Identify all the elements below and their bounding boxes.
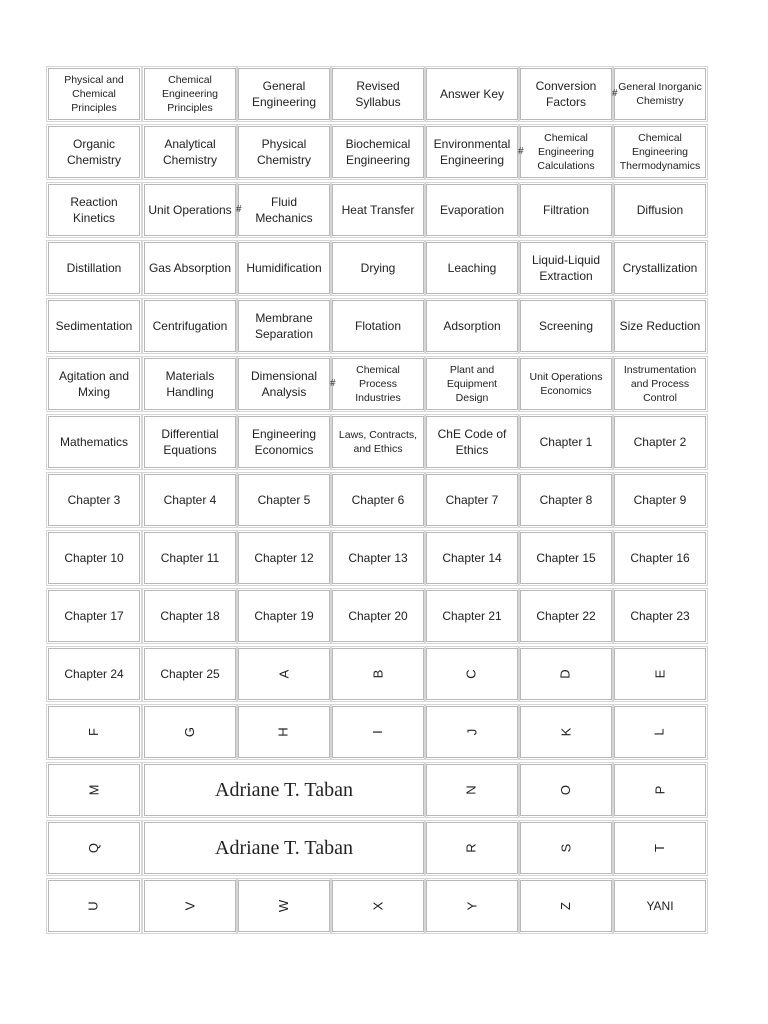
- label-text: N: [463, 785, 479, 795]
- label-text: Chemical Engineering Thermodynamics: [619, 132, 701, 172]
- name-label: [144, 764, 424, 816]
- label-row: [48, 648, 706, 700]
- label-text: Adsorption: [443, 319, 501, 333]
- subject-label: [614, 532, 706, 584]
- label-text: E: [651, 669, 667, 679]
- letter-label: [332, 648, 424, 700]
- label-row: [48, 184, 706, 236]
- subject-label: [614, 68, 706, 120]
- label-text: Answer Key: [439, 87, 505, 101]
- label-text: Physical and Chemical Principles: [64, 74, 124, 114]
- label-row: [48, 358, 706, 410]
- label-text: YANI: [646, 899, 674, 913]
- subject-label: [238, 590, 330, 642]
- label-text: X: [369, 901, 385, 911]
- label-text: Screening: [538, 319, 594, 333]
- subject-label: [48, 126, 140, 178]
- label-text: F: [85, 728, 101, 736]
- hash-mark: #: [236, 204, 242, 215]
- subject-label: [426, 358, 518, 410]
- subject-label: [614, 242, 706, 294]
- subject-label: [48, 242, 140, 294]
- subject-label: [520, 590, 612, 642]
- label-row: [48, 590, 706, 642]
- label-row: [48, 880, 706, 932]
- label-text: Dimensional Analysis: [250, 369, 318, 399]
- subject-label: [238, 416, 330, 468]
- label-text: Unit Operations Economics: [529, 371, 603, 397]
- subject-label: [520, 242, 612, 294]
- subject-label: [144, 532, 236, 584]
- letter-label: [238, 706, 330, 758]
- label-text: R: [463, 843, 479, 853]
- label-text: Mathematics: [59, 435, 129, 449]
- subject-label: [332, 242, 424, 294]
- letter-label: [426, 764, 518, 816]
- label-row: [48, 764, 706, 816]
- label-text: Drying: [360, 261, 396, 275]
- label-text: Crystallization: [622, 261, 698, 275]
- subject-label: [426, 416, 518, 468]
- subject-label: [426, 242, 518, 294]
- hash-mark: #: [518, 146, 524, 157]
- subject-label: [332, 532, 424, 584]
- label-text: Chemical Engineering Calculations: [537, 132, 595, 172]
- subject-label: [238, 126, 330, 178]
- subject-label: [614, 590, 706, 642]
- label-text: Chapter 4: [163, 493, 217, 507]
- label-text: D: [557, 669, 573, 679]
- subject-label: [614, 126, 706, 178]
- subject-label: [332, 184, 424, 236]
- label-text: Size Reduction: [619, 319, 701, 333]
- label-text: Chapter 11: [160, 551, 220, 565]
- label-text: General Inorganic Chemistry: [618, 81, 702, 107]
- label-text: Humidification: [246, 261, 322, 275]
- label-text: Chapter 14: [442, 551, 502, 565]
- label-text: Chapter 21: [442, 609, 502, 623]
- subject-label: [614, 474, 706, 526]
- label-text: W: [276, 899, 291, 913]
- label-text: Chapter 20: [348, 609, 408, 623]
- subject-label: [144, 358, 236, 410]
- subject-label: [144, 590, 236, 642]
- label-text: Distillation: [66, 261, 122, 275]
- label-text: Chapter 16: [630, 551, 690, 565]
- label-text: Z: [557, 902, 573, 910]
- label-text: Sedimentation: [55, 319, 133, 333]
- label-row: [48, 822, 706, 874]
- label-text: Adriane T. Taban: [215, 779, 353, 801]
- letter-label: [48, 764, 140, 816]
- label-sheet: [48, 68, 706, 938]
- label-text: L: [651, 728, 667, 736]
- label-text: Chapter 15: [536, 551, 596, 565]
- label-text: Chapter 9: [633, 493, 687, 507]
- label-text: Diffusion: [636, 203, 684, 217]
- subject-label: [426, 474, 518, 526]
- label-text: Organic Chemistry: [66, 137, 121, 167]
- letter-label: [520, 880, 612, 932]
- subject-label: [238, 532, 330, 584]
- label-text: Chapter 25: [160, 667, 220, 681]
- label-text: Membrane Separation: [254, 311, 314, 341]
- subject-label: [426, 300, 518, 352]
- letter-label: [520, 706, 612, 758]
- label-text: General Engineering: [251, 79, 317, 109]
- label-text: Filtration: [542, 203, 589, 217]
- subject-label: [332, 300, 424, 352]
- subject-label: [48, 416, 140, 468]
- label-text: Laws, Contracts, and Ethics: [338, 429, 418, 455]
- label-text: Q: [86, 842, 101, 854]
- label-row: [48, 68, 706, 120]
- label-text: V: [181, 901, 197, 911]
- hash-mark: #: [612, 88, 618, 99]
- subject-label: [520, 532, 612, 584]
- label-text: Instrumentation and Process Control: [623, 364, 697, 404]
- subject-label: [48, 184, 140, 236]
- subject-label: [520, 68, 612, 120]
- label-text: Reaction Kinetics: [70, 195, 118, 225]
- label-text: Analytical Chemistry: [162, 137, 217, 167]
- subject-label: [426, 184, 518, 236]
- label-text: Chapter 12: [254, 551, 314, 565]
- label-text: Chemical Engineering Principles: [161, 74, 219, 114]
- label-row: [48, 474, 706, 526]
- subject-label: [332, 474, 424, 526]
- subject-label: [614, 416, 706, 468]
- label-text: Chapter 1: [539, 435, 593, 449]
- label-text: Chapter 13: [348, 551, 408, 565]
- label-text: O: [558, 784, 573, 796]
- label-text: Adriane T. Taban: [215, 837, 353, 859]
- label-text: M: [86, 784, 101, 796]
- subject-label: [614, 358, 706, 410]
- letter-label: [426, 706, 518, 758]
- label-text: Gas Absorption: [148, 261, 232, 275]
- letter-label: [48, 822, 140, 874]
- label-text: P: [651, 785, 667, 795]
- label-text: Physical Chemistry: [256, 137, 311, 167]
- label-text: G: [182, 726, 197, 738]
- letter-label: [238, 880, 330, 932]
- label-text: Unit Operations: [148, 203, 232, 217]
- label-text: I: [370, 730, 385, 734]
- label-text: Leaching: [447, 261, 497, 275]
- subject-label: [238, 242, 330, 294]
- subject-label: [426, 126, 518, 178]
- label-text: ChE Code of Ethics: [437, 427, 507, 457]
- subject-label: [520, 416, 612, 468]
- label-row: [48, 242, 706, 294]
- label-text: Chapter 8: [539, 493, 593, 507]
- subject-label: [238, 68, 330, 120]
- subject-label: [48, 300, 140, 352]
- letter-label: [614, 764, 706, 816]
- label-text: Chapter 5: [257, 493, 311, 507]
- label-text: Environmental Engineering: [433, 137, 511, 167]
- label-text: Chemical Process Industries: [355, 364, 401, 404]
- subject-label: [48, 68, 140, 120]
- subject-label: [144, 184, 236, 236]
- label-text: U: [85, 901, 101, 911]
- label-text: T: [651, 844, 667, 852]
- letter-label: [332, 706, 424, 758]
- label-row: [48, 300, 706, 352]
- label-text: Flotation: [354, 319, 402, 333]
- label-text: Conversion Factors: [535, 79, 597, 109]
- subject-label: [238, 358, 330, 410]
- label-text: A: [275, 669, 291, 679]
- label-text: Evaporation: [439, 203, 505, 217]
- label-text: Agitation and Mxing: [58, 369, 130, 399]
- subject-label: [144, 416, 236, 468]
- subject-label: [520, 358, 612, 410]
- subject-label: [332, 590, 424, 642]
- label-text: B: [369, 669, 385, 679]
- label-text: Biochemical Engineering: [345, 137, 411, 167]
- label-text: J: [464, 728, 479, 736]
- label-text: Chapter 24: [64, 667, 124, 681]
- label-text: Fluid Mechanics: [255, 195, 313, 225]
- label-row: [48, 532, 706, 584]
- label-row: [48, 706, 706, 758]
- subject-label: [238, 300, 330, 352]
- subject-label: [426, 590, 518, 642]
- label-text: Differential Equations: [161, 427, 219, 457]
- label-text: Y: [463, 901, 479, 911]
- label-text: H: [275, 727, 291, 737]
- label-row: [48, 126, 706, 178]
- subject-label: [520, 126, 612, 178]
- subject-label: [332, 126, 424, 178]
- label-text: Centrifugation: [152, 319, 228, 333]
- label-text: Chapter 18: [160, 609, 220, 623]
- letter-label: [614, 822, 706, 874]
- label-text: Chapter 2: [633, 435, 687, 449]
- label-text: C: [463, 669, 479, 679]
- subject-label: [48, 590, 140, 642]
- subject-label: [614, 184, 706, 236]
- label-row: [48, 416, 706, 468]
- subject-label: [426, 68, 518, 120]
- label-text: Liquid-Liquid Extraction: [531, 253, 601, 283]
- letter-label: [144, 706, 236, 758]
- subject-label: [614, 880, 706, 932]
- subject-label: [144, 300, 236, 352]
- subject-label: [520, 300, 612, 352]
- subject-label: [332, 416, 424, 468]
- label-text: Chapter 19: [254, 609, 314, 623]
- letter-label: [520, 648, 612, 700]
- subject-label: [144, 474, 236, 526]
- subject-label: [48, 648, 140, 700]
- subject-label: [332, 68, 424, 120]
- letter-label: [520, 764, 612, 816]
- label-text: Heat Transfer: [341, 203, 415, 217]
- letter-label: [614, 706, 706, 758]
- subject-label: [48, 474, 140, 526]
- label-text: Chapter 7: [445, 493, 499, 507]
- letter-label: [426, 880, 518, 932]
- letter-label: [238, 648, 330, 700]
- label-text: Revised Syllabus: [355, 79, 401, 109]
- subject-label: [238, 474, 330, 526]
- subject-label: [144, 242, 236, 294]
- label-text: Chapter 3: [67, 493, 121, 507]
- letter-label: [426, 648, 518, 700]
- label-text: Chapter 17: [64, 609, 124, 623]
- label-text: K: [557, 727, 573, 737]
- label-text: Chapter 10: [64, 551, 124, 565]
- label-text: Plant and Equipment Design: [446, 364, 498, 404]
- subject-label: [426, 532, 518, 584]
- label-text: S: [557, 843, 573, 853]
- name-label: [144, 822, 424, 874]
- label-text: Engineering Economics: [251, 427, 317, 457]
- label-text: Chapter 23: [630, 609, 690, 623]
- letter-label: [614, 648, 706, 700]
- letter-label: [48, 706, 140, 758]
- letter-label: [48, 880, 140, 932]
- subject-label: [520, 184, 612, 236]
- subject-label: [144, 68, 236, 120]
- label-text: Materials Handling: [165, 369, 215, 399]
- letter-label: [520, 822, 612, 874]
- subject-label: [238, 184, 330, 236]
- letter-label: [332, 880, 424, 932]
- subject-label: [144, 126, 236, 178]
- label-text: Chapter 6: [351, 493, 405, 507]
- subject-label: [48, 532, 140, 584]
- label-text: Chapter 22: [536, 609, 596, 623]
- letter-label: [426, 822, 518, 874]
- letter-label: [144, 880, 236, 932]
- hash-mark: #: [330, 378, 336, 389]
- subject-label: [332, 358, 424, 410]
- subject-label: [48, 358, 140, 410]
- subject-label: [520, 474, 612, 526]
- subject-label: [144, 648, 236, 700]
- subject-label: [614, 300, 706, 352]
